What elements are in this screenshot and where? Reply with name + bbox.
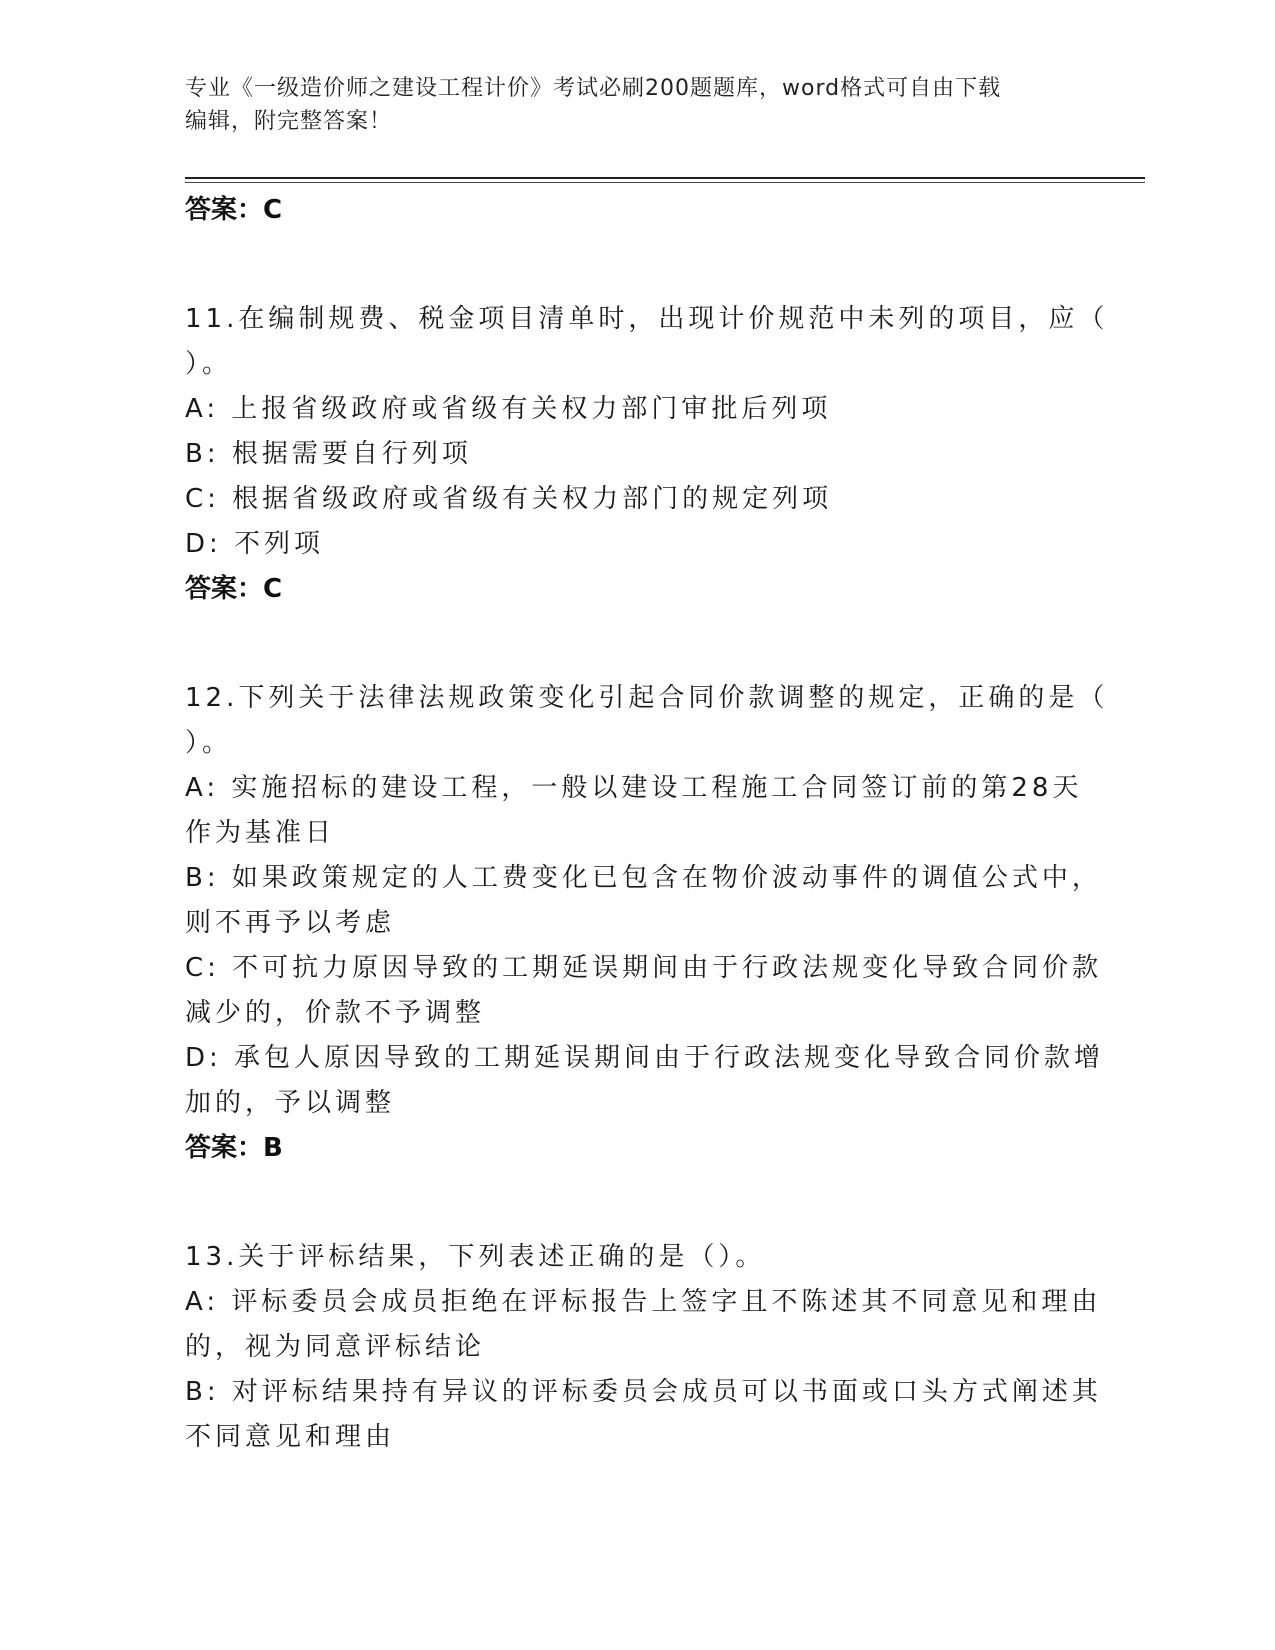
question-12-stem-2: ）。 — [185, 728, 233, 758]
header-line-2: 编辑，附完整答案！ — [185, 109, 393, 134]
question-11-option-b: B: 根据需要自行列项 — [185, 439, 472, 469]
question-11-stem-2: ）。 — [185, 349, 233, 379]
question-13-option-a-1: A: 评标委员会成员拒绝在评标报告上签字且不陈述其不同意见和理由 — [185, 1287, 1102, 1317]
question-11-option-d: D: 不列项 — [185, 529, 325, 559]
question-12-option-b-2: 则不再予以考虑 — [185, 908, 396, 938]
question-13-option-b-2: 不同意见和理由 — [185, 1422, 396, 1452]
question-12-option-a-1: A: 实施招标的建设工程，一般以建设工程施工合同签订前的第28天 — [185, 773, 1083, 803]
question-13-option-b-1: B: 对评标结果持有异议的评标委员会成员可以书面或口头方式阐述其 — [185, 1377, 1102, 1407]
page-header — [185, 72, 1065, 138]
question-12-option-c-2: 减少的，价款不予调整 — [185, 998, 486, 1028]
question-12-stem-1: 12.下列关于法律法规政策变化引起合同价款调整的规定，正确的是（ — [185, 683, 1109, 713]
header-rule-thick — [185, 177, 1145, 179]
question-13 — [185, 1235, 1102, 1460]
question-12-answer: 答案：B — [185, 1133, 283, 1163]
header-rule-thin — [185, 182, 1145, 183]
question-11-option-a: A: 上报省级政府或省级有关权力部门审批后列项 — [185, 394, 832, 424]
question-13-stem-1: 13.关于评标结果，下列表述正确的是（）。 — [185, 1242, 766, 1272]
question-11 — [185, 297, 1109, 611]
document-body — [185, 188, 1109, 1460]
question-12-option-a-2: 作为基准日 — [185, 818, 336, 848]
question-12 — [185, 676, 1109, 1170]
question-11-answer: 答案：C — [185, 574, 283, 604]
question-11-stem-1: 11.在编制规费、税金项目清单时，出现计价规范中未列的项目，应（ — [185, 304, 1109, 334]
header-line-1: 专业《一级造价师之建设工程计价》考试必刷200题题库，word格式可自由下载 — [185, 76, 1002, 101]
question-12-option-d-2: 加的，予以调整 — [185, 1088, 396, 1118]
question-12-option-d-1: D: 承包人原因导致的工期延误期间由于行政法规变化导致合同价款增 — [185, 1043, 1105, 1073]
question-11-option-c: C: 根据省级政府或省级有关权力部门的规定列项 — [185, 484, 833, 514]
question-12-option-b-1: B: 如果政策规定的人工费变化已包含在物价波动事件的调值公式中， — [185, 863, 1102, 893]
answer-previous: 答案：C — [185, 195, 283, 225]
question-13-option-a-2: 的，视为同意评标结论 — [185, 1332, 486, 1362]
question-12-option-c-1: C: 不可抗力原因导致的工期延误期间由于行政法规变化导致合同价款 — [185, 953, 1103, 983]
